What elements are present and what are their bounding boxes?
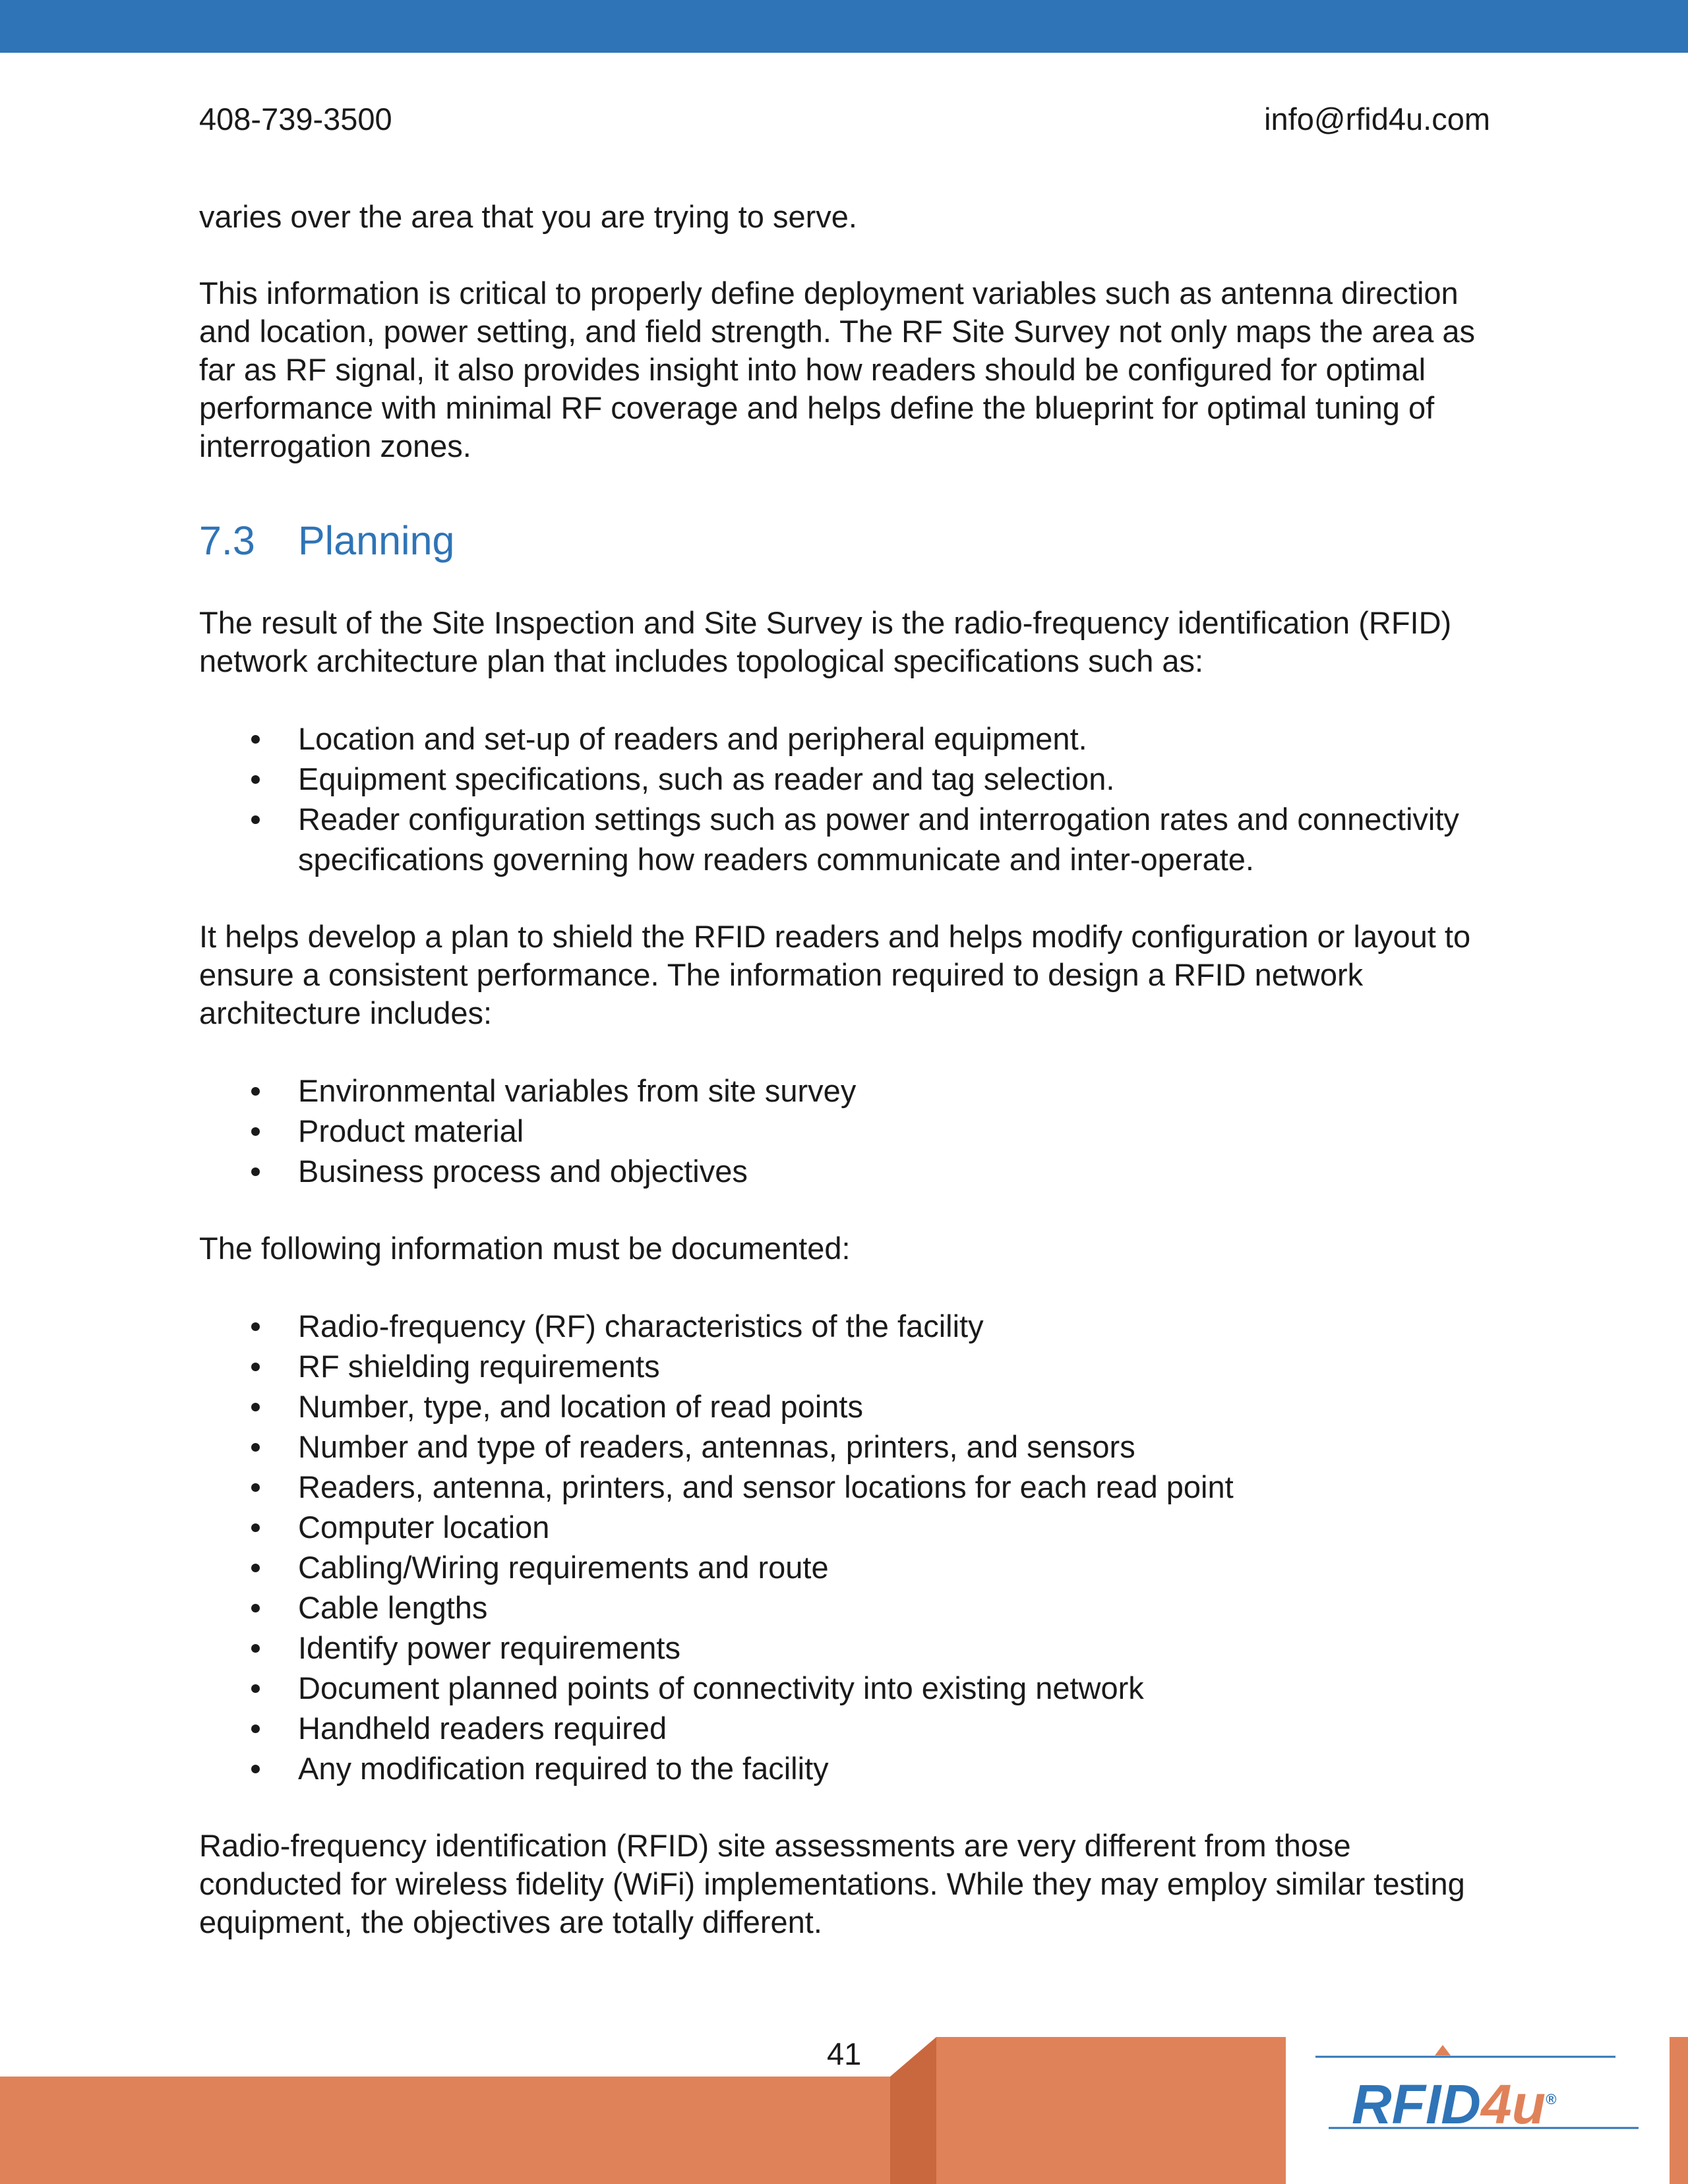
list-item: Readers, antenna, printers, and sensor locations for each read point: [199, 1467, 1492, 1507]
footer-orange-band-left: [0, 2077, 890, 2184]
top-color-bar: [0, 0, 1688, 53]
logo-triangle-icon: [1435, 2045, 1451, 2055]
list-item: Equipment specifications, such as reader and tag selection.: [199, 759, 1492, 799]
logo-text-rfid: RFID: [1352, 2073, 1481, 2135]
list-item: Location and set-up of readers and peripheral equipment.: [199, 719, 1492, 759]
list-item: Radio-frequency (RF) characteristics of the facility: [199, 1306, 1492, 1346]
header-phone: 408-739-3500: [199, 102, 392, 136]
list-item: Business process and objectives: [199, 1151, 1492, 1191]
list-item: Handheld readers required: [199, 1708, 1492, 1748]
header-email: info@rfid4u.com: [1264, 102, 1490, 136]
list-item: Environmental variables from site survey: [199, 1071, 1492, 1111]
topology-list: [199, 719, 1492, 879]
logo-text-4u: 4u: [1480, 2073, 1546, 2135]
paragraph-result: The result of the Site Inspection and Site Survey is the radio-frequency identification (RFID) network architecture plan that includes topological specifications such as:: [199, 605, 1452, 678]
list-item: Cabling/Wiring requirements and route: [199, 1547, 1492, 1587]
list-item: Computer location: [199, 1507, 1492, 1547]
list-item: Number and type of readers, antennas, printers, and sensors: [199, 1427, 1492, 1467]
list-item: Product material: [199, 1111, 1492, 1151]
inputs-list: [199, 1071, 1492, 1191]
footer-orange-band-middle: [936, 2037, 1286, 2184]
paragraph-critical: This information is critical to properly define deployment variables such as antenna direction and location, power setting, and field strength. The RF Site Survey not only maps the area as far as RF signal, it also provides insight into how readers should be configured for optimal performance with minimal RF coverage and helps define the blueprint for optimal tuning of interrogation zones.: [199, 276, 1476, 463]
list-item: Number, type, and location of read points: [199, 1386, 1492, 1427]
paragraph-documented: The following information must be documented:: [199, 1231, 851, 1266]
paragraph-wifi: Radio-frequency identification (RFID) site assessments are very different from those conducted for wireless fidelity (WiFi) implementations. While they may employ similar testing equipment, the objectives are totally different.: [199, 1828, 1465, 1939]
list-item: Any modification required to the facility: [199, 1748, 1492, 1788]
section-heading: [199, 516, 1492, 566]
list-item: Document planned points of connectivity into existing network: [199, 1668, 1492, 1708]
documented-list: [199, 1306, 1492, 1788]
list-item: Reader configuration settings such as power and interrogation rates and connectivity specifications governing how readers communicate and inter-operate.: [199, 799, 1492, 879]
footer-orange-shadow: [890, 2037, 936, 2184]
list-item: RF shielding requirements: [199, 1346, 1492, 1386]
paragraph-shield: It helps develop a plan to shield the RFID readers and helps modify configuration or layout to ensure a consistent performance. The information required to design a RFID network architecture includes:: [199, 919, 1471, 1030]
page-content: [199, 198, 1492, 1941]
rfid4u-logo: [1352, 2070, 1556, 2134]
section-title: Planning: [298, 518, 455, 563]
page-number: 41: [827, 2036, 862, 2071]
list-item: Cable lengths: [199, 1587, 1492, 1628]
logo-registered-mark: ®: [1546, 2091, 1557, 2108]
footer-orange-band-right: [1670, 2037, 1688, 2184]
section-number: 7.3: [199, 518, 255, 563]
list-item: Identify power requirements: [199, 1628, 1492, 1668]
paragraph-intro: varies over the area that you are trying to serve.: [199, 199, 857, 234]
